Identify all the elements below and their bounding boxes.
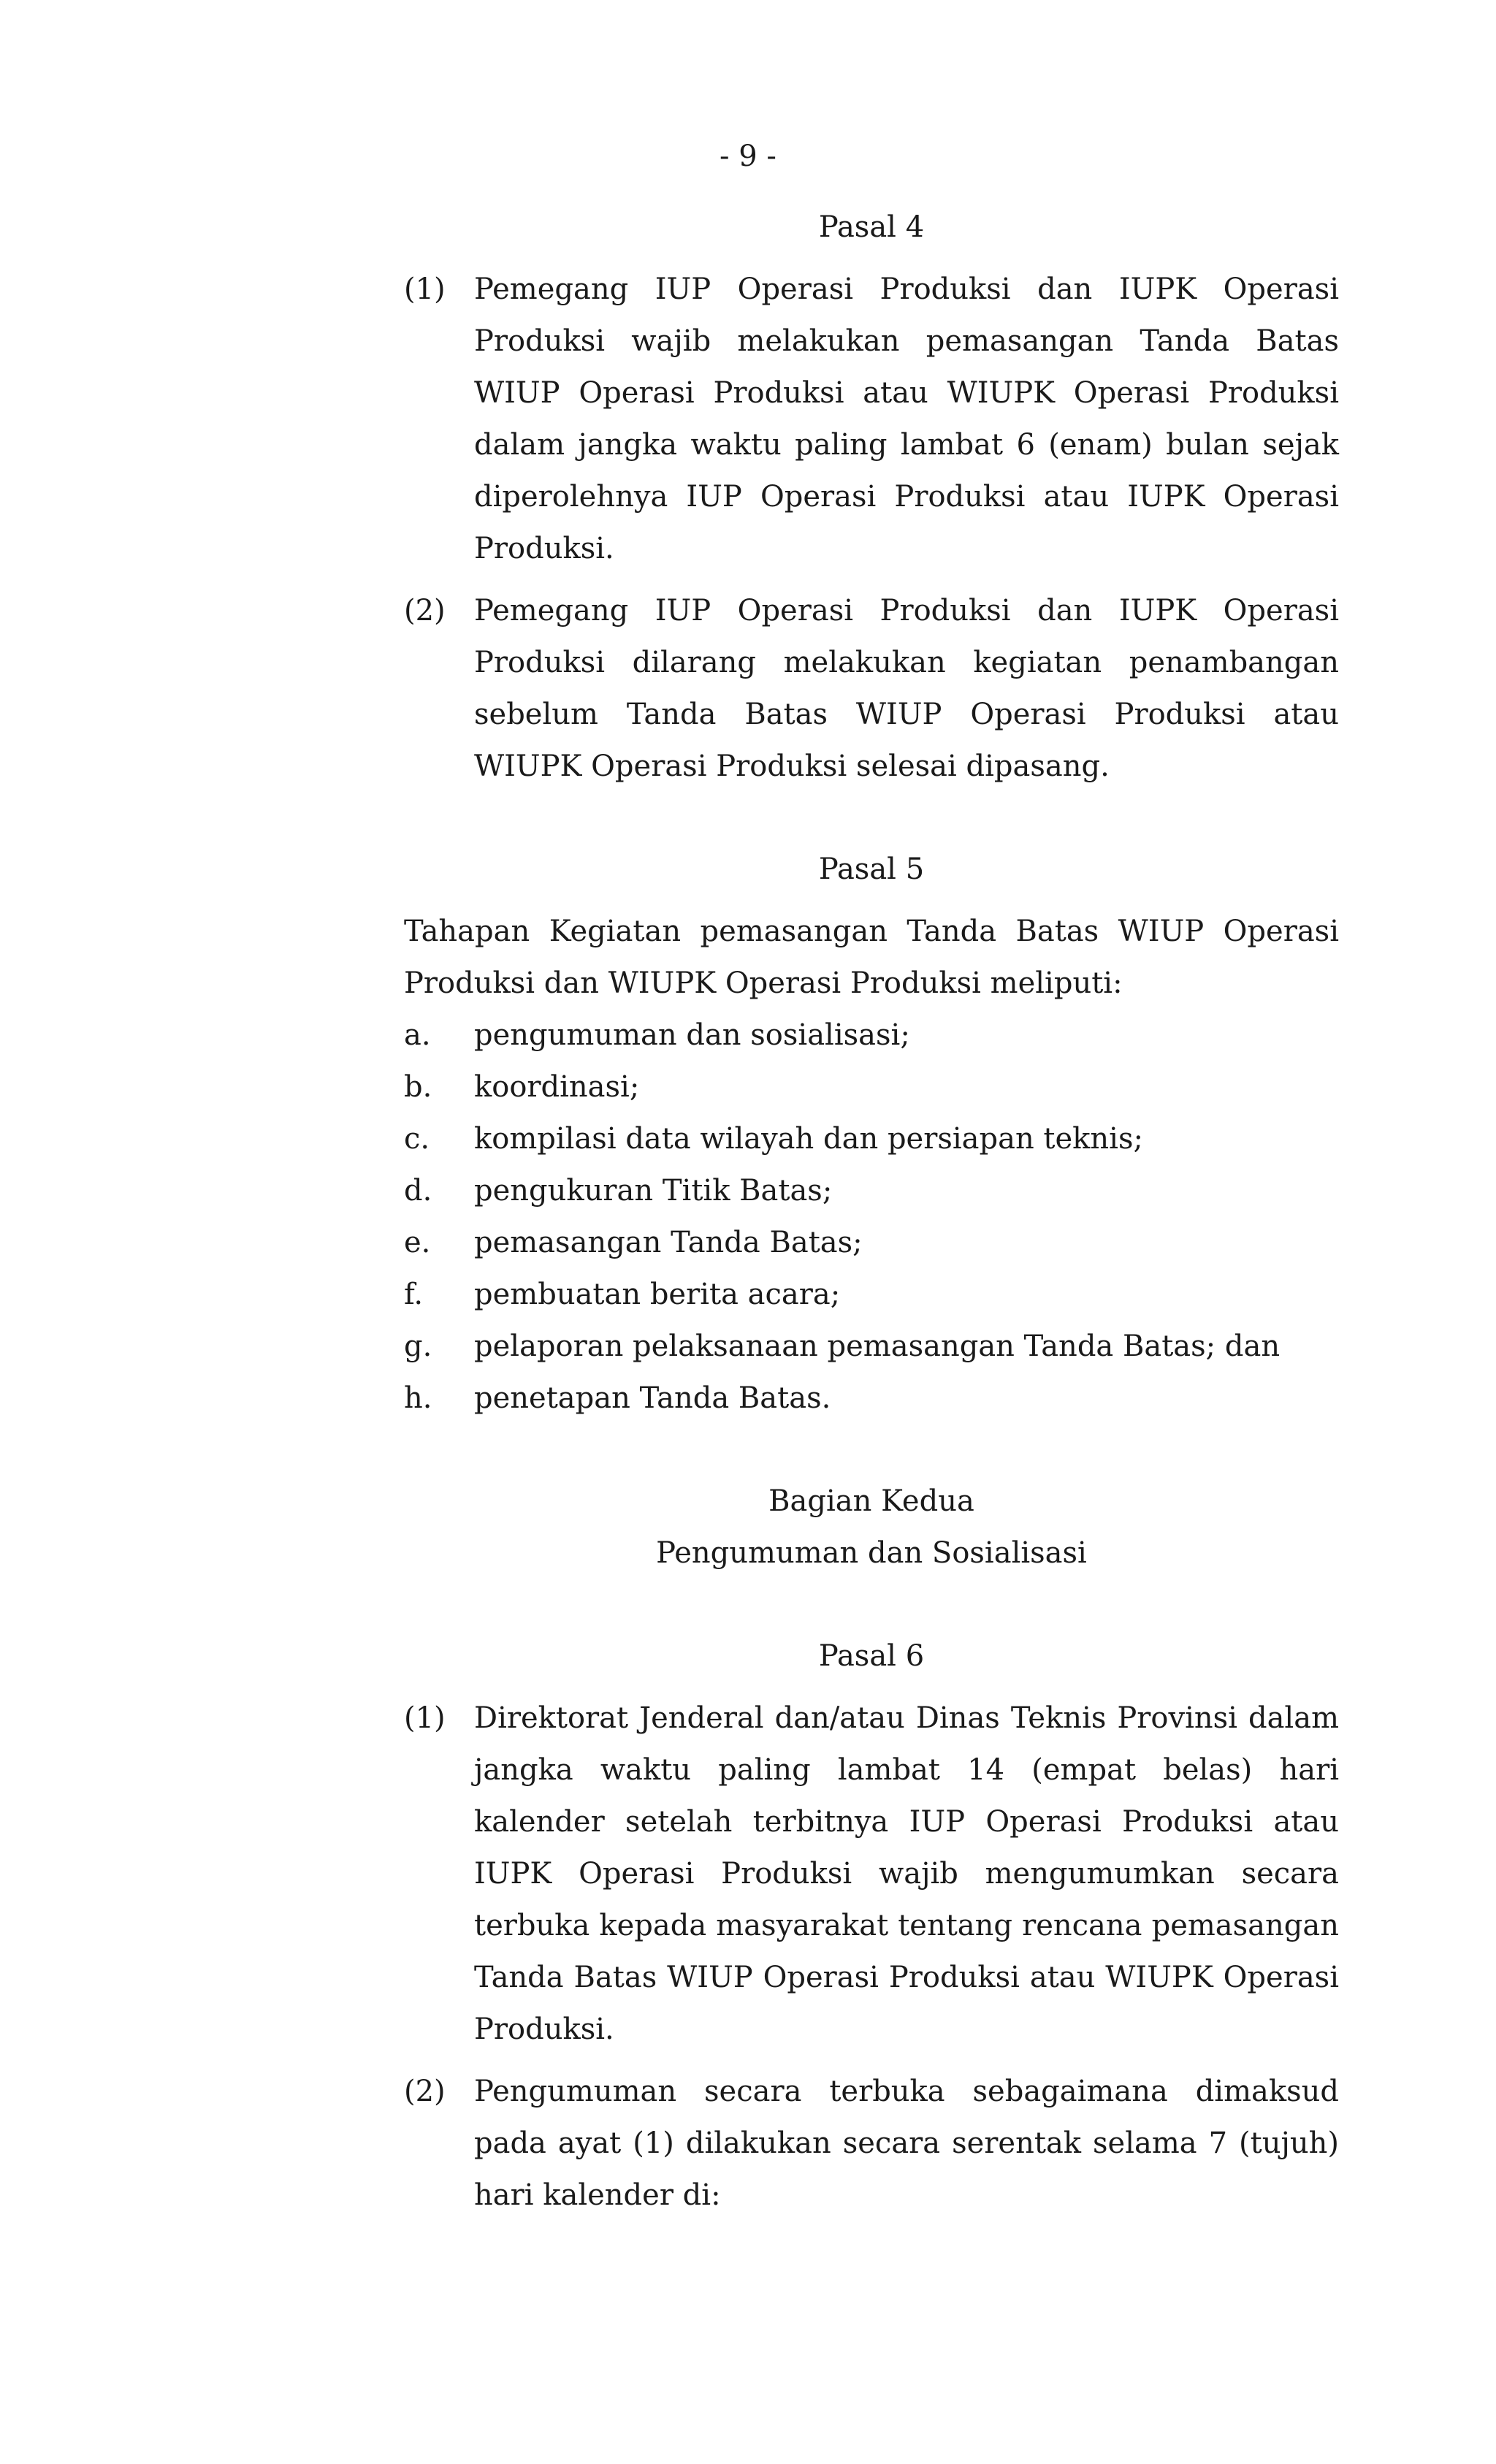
pasal-5-item-e	[404, 1217, 1339, 1269]
item-letter: g.	[404, 1330, 432, 1363]
pasal-5-item-b	[404, 1061, 1339, 1113]
item-number: (2)	[404, 594, 446, 628]
item-number: (1)	[404, 272, 446, 306]
item-letter: h.	[404, 1381, 432, 1415]
item-number: (1)	[404, 1701, 446, 1735]
item-text: Direktorat Jenderal dan/atau Dinas Teknis Provinsi dalam jangka waktu paling lambat 14 (empat belas) hari kalender setelah terbitnya IUP Operasi Produksi atau IUPK Operasi Produksi wajib mengumumkan secara terbuka kepada masyarakat tentang rencana pemasangan Tanda Batas WIUP Operasi Produksi atau WIUPK Operasi Produksi.	[474, 1701, 1339, 2046]
pasal-5-item-g	[404, 1321, 1339, 1373]
item-text: Pengumuman secara terbuka sebagaimana dimaksud pada ayat (1) dilakukan secara serentak selama 7 (tujuh) hari kalender di:	[474, 2075, 1339, 2212]
pasal-5-title: Pasal 5	[818, 853, 925, 886]
item-text: pengumuman dan sosialisasi;	[474, 1018, 910, 1052]
item-text: pelaporan pelaksanaan pemasangan Tanda Batas; dan	[474, 1330, 1281, 1363]
bagian-subtitle: Pengumuman dan Sosialisasi	[656, 1536, 1087, 1570]
item-letter: b.	[404, 1070, 432, 1104]
pasal-5-intro: Tahapan Kegiatan pemasangan Tanda Batas WIUP Operasi Produksi dan WIUPK Operasi Produksi meliputi:	[404, 915, 1339, 1000]
item-text: pemasangan Tanda Batas;	[474, 1226, 863, 1259]
item-text: pengukuran Titik Batas;	[474, 1174, 833, 1208]
pasal-4-item-2	[404, 585, 1339, 793]
bagian-title: Bagian Kedua	[768, 1484, 974, 1518]
pasal-6-title: Pasal 6	[818, 1639, 925, 1673]
pasal-5-item-f	[404, 1269, 1339, 1321]
document-body	[404, 202, 1339, 2221]
item-number: (2)	[404, 2075, 446, 2108]
page-number: - 9 -	[720, 140, 776, 173]
item-letter: c.	[404, 1122, 430, 1156]
item-text: koordinasi;	[474, 1070, 640, 1104]
item-text: kompilasi data wilayah dan persiapan teknis;	[474, 1122, 1143, 1156]
pasal-4-item-1	[404, 264, 1339, 575]
pasal-6-item-2	[404, 2066, 1339, 2221]
pasal-4-title: Pasal 4	[818, 210, 925, 244]
pasal-5-item-d	[404, 1165, 1339, 1217]
item-text: pembuatan berita acara;	[474, 1278, 841, 1311]
pasal-5-item-c	[404, 1113, 1339, 1165]
pasal-6-item-1	[404, 1693, 1339, 2056]
item-text: penetapan Tanda Batas.	[474, 1381, 831, 1415]
item-letter: d.	[404, 1174, 432, 1208]
pasal-5-item-a	[404, 1010, 1339, 1061]
item-text: Pemegang IUP Operasi Produksi dan IUPK Operasi Produksi dilarang melakukan kegiatan penambangan sebelum Tanda Batas WIUP Operasi Produksi atau WIUPK Operasi Produksi selesai dipasang.	[474, 594, 1339, 783]
item-text: Pemegang IUP Operasi Produksi dan IUPK Operasi Produksi wajib melakukan pemasangan Tanda Batas WIUP Operasi Produksi atau WIUPK Operasi Produksi dalam jangka waktu paling lambat 6 (enam) bulan sejak diperolehnya IUP Operasi Produksi atau IUPK Operasi Produksi.	[474, 272, 1339, 565]
item-letter: f.	[404, 1278, 424, 1311]
pasal-5-item-h	[404, 1373, 1339, 1424]
item-letter: a.	[404, 1018, 431, 1052]
item-letter: e.	[404, 1226, 431, 1259]
